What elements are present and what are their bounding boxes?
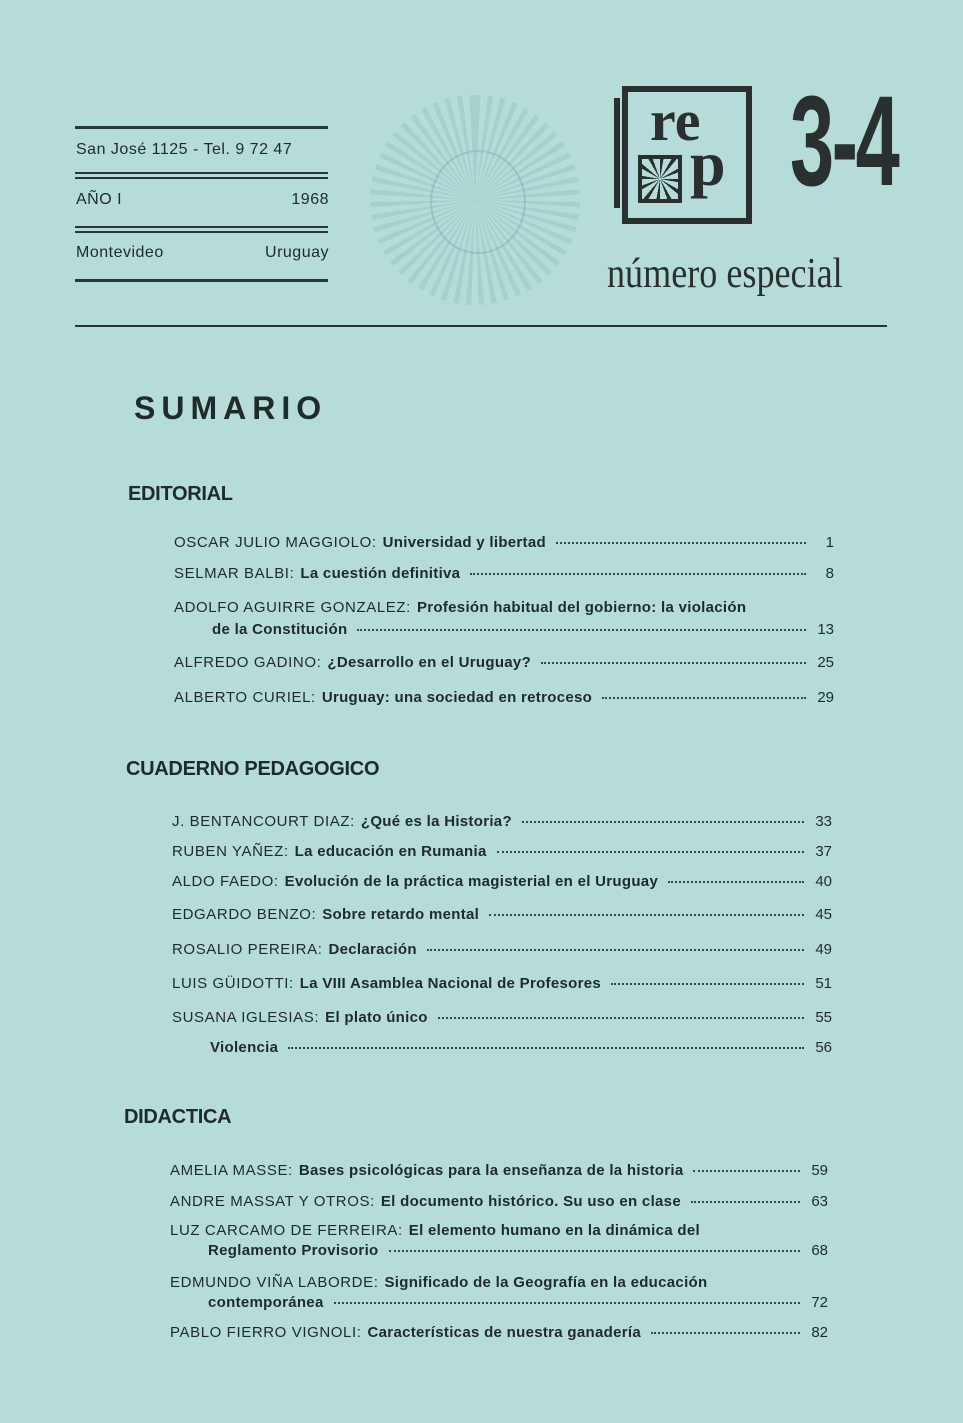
toc-entry [172,1008,832,1028]
entry-title: Declaración [328,941,417,958]
toc-entry [172,812,832,832]
toc-entry [172,905,832,925]
toc-entry [170,1221,828,1261]
sun-face-ornament [430,150,526,254]
entry-title: La educación en Rumania [294,843,487,860]
entry-page: 72 [811,1294,828,1311]
leader-dots [602,697,806,699]
entry-title: Características de nuestra ganadería [367,1324,641,1341]
header-divider [75,325,887,327]
header-rule [75,126,328,129]
leader-dots [522,821,804,823]
entry-page: 63 [811,1193,828,1210]
issue-number: 3-4 [790,70,898,213]
year-value: 1968 [291,191,329,208]
entry-page: 55 [815,1009,832,1026]
leader-dots [541,662,806,664]
logo-text-re: re [650,88,701,153]
entry-author: ANDRE MASSAT Y OTROS: [170,1193,375,1210]
entry-page: 13 [817,621,834,638]
entry-page: 51 [815,975,832,992]
entry-author: AMELIA MASSE: [170,1162,293,1179]
entry-page: 25 [817,654,834,671]
header-rule [75,231,328,233]
entry-title: La VIII Asamblea Nacional de Profesores [299,975,602,992]
leader-dots [427,949,804,951]
leader-dots [389,1250,800,1252]
entry-title: Uruguay: una sociedad en retroceso [321,689,593,706]
entry-title: Sobre retardo mental [322,906,480,923]
entry-page: 45 [815,906,832,923]
entry-page: 82 [811,1324,828,1341]
toc-entry [174,653,834,673]
header-year-row [76,191,329,209]
entry-title-continued: Reglamento Provisorio [208,1242,379,1259]
entry-title-continued: de la Constitución [212,621,348,638]
leader-dots [611,983,804,985]
entry-title: Violencia [210,1039,279,1056]
entry-title: Profesión habitual del gobierno: la violación [416,599,747,616]
toc-entry [172,842,832,862]
entry-author: ROSALIO PEREIRA: [172,941,323,958]
header-rule [75,172,328,174]
entry-page: 56 [815,1039,832,1056]
entry-author: RUBEN YAÑEZ: [172,843,289,860]
leader-dots [691,1201,800,1203]
entry-author: ADOLFO AGUIRRE GONZALEZ: [174,599,411,616]
header-rule [75,177,328,179]
header-address: San José 1125 - Tel. 9 72 47 [76,141,293,158]
entry-title: El documento histórico. Su uso en clase [380,1193,681,1210]
country: Uruguay [265,244,329,261]
entry-author: EDMUNDO VIÑA LABORDE: [170,1274,379,1291]
toc-entry [170,1323,828,1343]
entry-title: ¿Qué es la Historia? [360,813,512,830]
toc-entry [172,940,832,960]
toc-entry [172,872,832,892]
leader-dots [668,881,804,883]
entry-author: SELMAR BALBI: [174,565,295,582]
entry-author: J. BENTANCOURT DIAZ: [172,813,355,830]
leader-dots [438,1017,804,1019]
toc-entry [172,974,832,994]
entry-author: EDGARDO BENZO: [172,906,317,923]
entry-author: LUZ CARCAMO DE FERREIRA: [170,1222,403,1239]
entry-author: OSCAR JULIO MAGGIOLO: [174,534,377,551]
leader-dots [489,914,804,916]
toc-entry [170,1273,828,1313]
entry-page: 8 [825,565,834,582]
toc-entry [174,688,834,708]
entry-author: SUSANA IGLESIAS: [172,1009,320,1026]
entry-title: El plato único [325,1009,428,1026]
entry-author: PABLO FIERRO VIGNOLI: [170,1324,362,1341]
entry-title: La cuestión definitiva [300,565,461,582]
entry-page: 59 [811,1162,828,1179]
header-address-row [76,141,329,159]
logo-text-p: p [690,128,726,199]
leader-dots [651,1332,800,1334]
entry-author: ALDO FAEDO: [172,873,279,890]
entry-page: 40 [815,873,832,890]
section-heading-cuaderno-pedagogico: CUADERNO PEDAGOGICO [126,758,380,780]
section-heading-didactica: DIDACTICA [124,1106,232,1128]
header-rule [75,226,328,228]
toc-entry [170,1192,828,1212]
entry-title: El elemento humano en la dinámica del [408,1222,700,1239]
entry-page: 33 [815,813,832,830]
entry-author: LUIS GÜIDOTTI: [172,975,294,992]
entry-page: 29 [817,689,834,706]
city: Montevideo [76,244,164,261]
leader-dots [497,851,804,853]
logo-gear-icon [638,155,682,203]
header-rule [75,279,328,282]
leader-dots [470,573,806,575]
contents-title: SUMARIO [134,390,328,426]
toc-entry [174,533,834,553]
entry-title: Evolución de la práctica magisterial en el Uruguay [284,873,659,890]
header-location-row [76,244,329,262]
leader-dots [288,1047,804,1049]
leader-dots [693,1170,800,1172]
entry-title-continued: contemporánea [208,1294,324,1311]
entry-title: ¿Desarrollo en el Uruguay? [327,654,532,671]
toc-entry [172,1038,832,1058]
toc-entry [174,564,834,584]
section-heading-editorial: EDITORIAL [128,483,233,505]
entry-page: 68 [811,1242,828,1259]
entry-author: ALFREDO GADINO: [174,654,322,671]
entry-author: ALBERTO CURIEL: [174,689,316,706]
leader-dots [334,1302,800,1304]
entry-title: Significado de la Geografía en la educación [384,1274,708,1291]
entry-page: 1 [825,534,834,551]
toc-entry [174,598,834,640]
entry-page: 49 [815,941,832,958]
entry-title: Bases psicológicas para la enseñanza de la historia [298,1162,684,1179]
entry-title: Universidad y libertad [382,534,546,551]
leader-dots [556,542,806,544]
toc-entry [170,1161,828,1181]
year-label: AÑO I [76,191,123,208]
entry-page: 37 [815,843,832,860]
leader-dots [357,629,806,631]
special-issue-label: número especial [607,251,843,297]
